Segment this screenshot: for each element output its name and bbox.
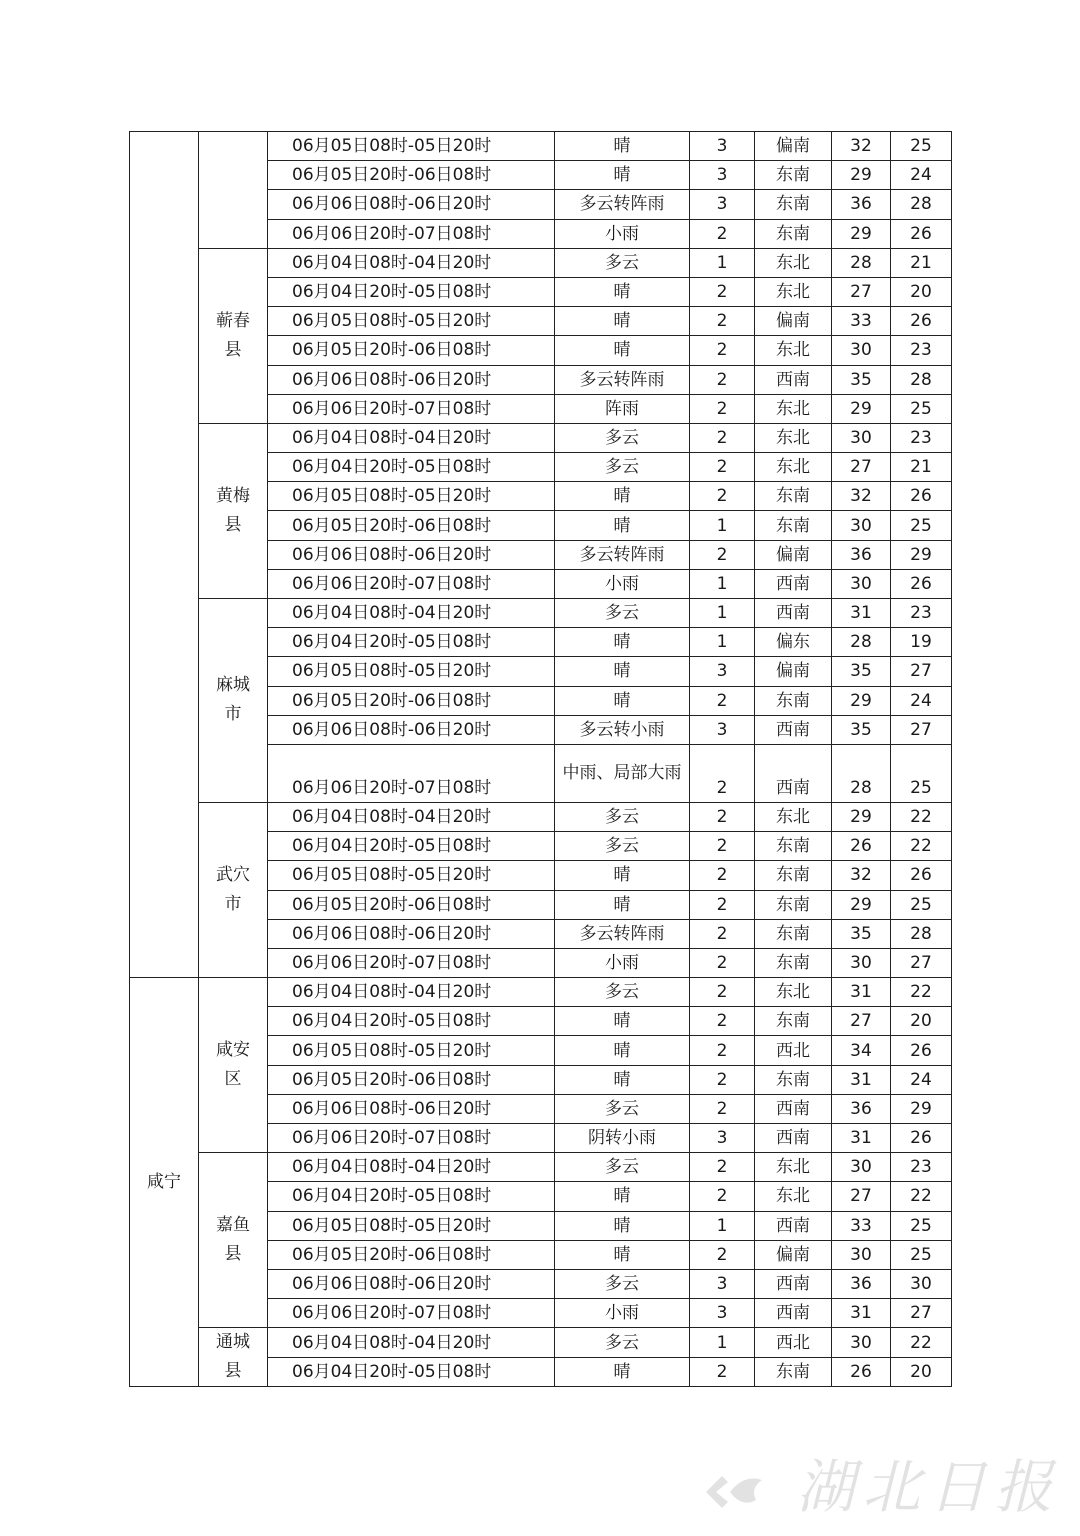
low-temp-cell: 25 [891,890,952,919]
high-temp-cell: 32 [832,132,891,161]
time-period-cell: 06月05日20时-06日08时 [268,1065,555,1094]
low-temp-cell: 24 [891,1065,952,1094]
wind-level-cell: 2 [690,453,755,482]
wind-direction-cell: 东南 [755,948,832,977]
low-temp-cell: 27 [891,948,952,977]
high-temp-cell: 35 [832,715,891,744]
low-temp-cell: 26 [891,861,952,890]
wind-direction-cell: 西南 [755,1269,832,1298]
high-temp-cell: 35 [832,657,891,686]
wind-level-cell: 2 [690,336,755,365]
wind-level-cell: 3 [690,715,755,744]
weather-cell: 晴 [555,1211,690,1240]
wind-level-cell: 1 [690,569,755,598]
city-cell: 咸宁 [130,978,199,1387]
wind-direction-cell: 东北 [755,1153,832,1182]
wind-level-cell: 1 [690,1328,755,1358]
wind-level-cell: 2 [690,482,755,511]
wind-direction-cell: 偏南 [755,132,832,161]
high-temp-cell: 30 [832,423,891,452]
weather-cell: 多云 [555,1094,690,1123]
wind-level-cell: 2 [690,1036,755,1065]
low-temp-cell: 22 [891,978,952,1007]
wind-level-cell: 1 [690,248,755,277]
weather-cell: 小雨 [555,1299,690,1328]
wind-direction-cell: 西南 [755,1211,832,1240]
time-period-cell: 06月06日20时-07日08时 [268,1299,555,1328]
wind-direction-cell: 东南 [755,832,832,861]
weather-cell: 中雨、局部大雨 [555,744,690,802]
low-temp-cell: 26 [891,1036,952,1065]
time-period-cell: 06月04日08时-04日20时 [268,1153,555,1182]
wind-direction-cell: 东北 [755,453,832,482]
county-name-line: 武穴 [216,865,250,885]
wind-direction-cell: 东南 [755,219,832,248]
time-period-cell: 06月05日08时-05日20时 [268,861,555,890]
weather-cell: 晴 [555,277,690,306]
weather-cell: 晴 [555,511,690,540]
high-temp-cell: 32 [832,861,891,890]
county-cell [199,802,268,977]
wind-direction-cell: 东南 [755,1065,832,1094]
wind-level-cell: 2 [690,365,755,394]
weather-cell: 阴转小雨 [555,1124,690,1153]
low-temp-cell: 25 [891,394,952,423]
wind-level-cell: 3 [690,161,755,190]
weather-cell: 晴 [555,1065,690,1094]
high-temp-cell: 28 [832,628,891,657]
time-period-cell: 06月05日20时-06日08时 [268,686,555,715]
time-period-cell: 06月05日08时-05日20时 [268,307,555,336]
high-temp-cell: 29 [832,219,891,248]
low-temp-cell: 24 [891,161,952,190]
wind-direction-cell: 东北 [755,336,832,365]
county-cell [199,132,268,249]
weather-cell: 晴 [555,1182,690,1211]
high-temp-cell: 35 [832,919,891,948]
high-temp-cell: 36 [832,1094,891,1123]
low-temp-cell: 20 [891,1357,952,1387]
high-temp-cell: 31 [832,978,891,1007]
weather-cell: 多云 [555,423,690,452]
weather-cell: 小雨 [555,948,690,977]
low-temp-cell: 20 [891,277,952,306]
weather-cell: 晴 [555,132,690,161]
time-period-cell: 06月04日08时-04日20时 [268,1328,555,1358]
time-period-cell: 06月04日20时-05日08时 [268,277,555,306]
wind-level-cell: 2 [690,394,755,423]
time-period-cell: 06月04日08时-04日20时 [268,599,555,628]
low-temp-cell: 26 [891,307,952,336]
newspaper-watermark [700,1440,1080,1528]
weather-cell: 多云转小雨 [555,715,690,744]
high-temp-cell: 36 [832,1269,891,1298]
time-period-cell: 06月06日08时-06日20时 [268,715,555,744]
wind-level-cell: 2 [690,1182,755,1211]
low-temp-cell: 30 [891,1269,952,1298]
low-temp-cell: 27 [891,657,952,686]
high-temp-cell: 32 [832,482,891,511]
wind-level-cell: 1 [690,1211,755,1240]
time-period-cell: 06月05日08时-05日20时 [268,482,555,511]
high-temp-cell: 30 [832,1328,891,1358]
time-period-cell: 06月06日20时-07日08时 [268,394,555,423]
wind-direction-cell: 偏南 [755,657,832,686]
high-temp-cell: 29 [832,890,891,919]
weather-cell: 晴 [555,1240,690,1269]
wind-direction-cell: 东南 [755,190,832,219]
weather-cell: 多云 [555,1328,690,1358]
low-temp-cell: 29 [891,1094,952,1123]
low-temp-cell: 22 [891,802,952,831]
low-temp-cell: 29 [891,540,952,569]
county-name-line: 县 [224,339,242,360]
time-period-cell: 06月06日08时-06日20时 [268,919,555,948]
high-temp-cell: 26 [832,832,891,861]
weather-cell: 多云 [555,248,690,277]
time-period-cell: 06月04日20时-05日08时 [268,1182,555,1211]
high-temp-cell: 30 [832,336,891,365]
wind-level-cell: 2 [690,744,755,802]
wind-direction-cell: 偏南 [755,540,832,569]
time-period-cell: 06月06日20时-07日08时 [268,948,555,977]
high-temp-cell: 28 [832,744,891,802]
wind-level-cell: 3 [690,132,755,161]
county-name-line: 市 [224,704,242,725]
low-temp-cell: 26 [891,482,952,511]
wind-direction-cell: 东北 [755,277,832,306]
weather-cell: 多云 [555,1153,690,1182]
wind-direction-cell: 东南 [755,686,832,715]
weather-cell: 阵雨 [555,394,690,423]
forecast-table [129,131,952,1387]
wind-direction-cell: 西南 [755,1094,832,1123]
high-temp-cell: 27 [832,1182,891,1211]
wind-level-cell: 2 [690,890,755,919]
wind-direction-cell: 西南 [755,715,832,744]
wind-level-cell: 2 [690,802,755,831]
high-temp-cell: 27 [832,277,891,306]
wind-level-cell: 2 [690,686,755,715]
weather-cell: 晴 [555,686,690,715]
low-temp-cell: 21 [891,453,952,482]
high-temp-cell: 33 [832,307,891,336]
wind-level-cell: 2 [690,423,755,452]
time-period-cell: 06月06日20时-07日08时 [268,219,555,248]
weather-cell: 晴 [555,657,690,686]
time-period-cell: 06月04日20时-05日08时 [268,628,555,657]
high-temp-cell: 31 [832,1299,891,1328]
low-temp-cell: 20 [891,1007,952,1036]
county-name-line: 县 [224,514,242,535]
time-period-cell: 06月06日08时-06日20时 [268,1094,555,1123]
weather-cell: 晴 [555,336,690,365]
wind-level-cell: 2 [690,1240,755,1269]
wind-direction-cell: 东南 [755,861,832,890]
table-row [130,978,952,1007]
low-temp-cell: 22 [891,832,952,861]
wind-level-cell: 2 [690,540,755,569]
time-period-cell: 06月06日20时-07日08时 [268,1124,555,1153]
wind-direction-cell: 西南 [755,1299,832,1328]
high-temp-cell: 28 [832,248,891,277]
low-temp-cell: 25 [891,511,952,540]
county-name-line: 县 [224,1361,242,1382]
table-row [130,132,952,161]
wind-level-cell: 2 [690,1153,755,1182]
low-temp-cell: 25 [891,1211,952,1240]
weather-cell: 多云转阵雨 [555,919,690,948]
wind-direction-cell: 偏南 [755,1240,832,1269]
time-period-cell: 06月06日08时-06日20时 [268,540,555,569]
weather-cell: 晴 [555,1357,690,1387]
wind-direction-cell: 东南 [755,511,832,540]
low-temp-cell: 25 [891,1240,952,1269]
weather-cell: 多云 [555,599,690,628]
county-name-line: 蕲春 [216,310,250,331]
time-period-cell: 06月05日08时-05日20时 [268,1211,555,1240]
time-period-cell: 06月04日08时-04日20时 [268,978,555,1007]
wind-level-cell: 2 [690,861,755,890]
county-name-line: 黄梅 [216,485,250,506]
weather-cell: 晴 [555,161,690,190]
high-temp-cell: 29 [832,686,891,715]
high-temp-cell: 29 [832,161,891,190]
high-temp-cell: 30 [832,1153,891,1182]
weather-cell: 多云 [555,453,690,482]
high-temp-cell: 34 [832,1036,891,1065]
low-temp-cell: 28 [891,190,952,219]
weather-cell: 晴 [555,482,690,511]
wind-direction-cell: 东北 [755,248,832,277]
county-name-line: 咸安 [216,1040,250,1061]
table-row [130,1153,952,1182]
high-temp-cell: 30 [832,511,891,540]
time-period-cell: 06月06日20时-07日08时 [268,569,555,598]
low-temp-cell: 24 [891,686,952,715]
high-temp-cell: 35 [832,365,891,394]
wind-direction-cell: 东北 [755,802,832,831]
wind-direction-cell: 东南 [755,1357,832,1387]
low-temp-cell: 25 [891,132,952,161]
high-temp-cell: 30 [832,1240,891,1269]
wind-level-cell: 2 [690,219,755,248]
wind-direction-cell: 东南 [755,890,832,919]
wind-level-cell: 2 [690,1357,755,1387]
wind-level-cell: 2 [690,1094,755,1123]
wind-direction-cell: 西南 [755,569,832,598]
wind-direction-cell: 东北 [755,978,832,1007]
time-period-cell: 06月05日20时-06日08时 [268,161,555,190]
time-period-cell: 06月05日08时-05日20时 [268,657,555,686]
low-temp-cell: 28 [891,365,952,394]
weather-cell: 多云 [555,802,690,831]
wind-level-cell: 3 [690,1269,755,1298]
weather-cell: 多云转阵雨 [555,540,690,569]
wind-direction-cell: 西南 [755,1124,832,1153]
wind-direction-cell: 西南 [755,744,832,802]
wind-direction-cell: 东北 [755,1182,832,1211]
wind-direction-cell: 东南 [755,161,832,190]
wind-direction-cell: 偏东 [755,628,832,657]
weather-cell: 晴 [555,307,690,336]
weather-cell: 晴 [555,861,690,890]
high-temp-cell: 26 [832,1357,891,1387]
low-temp-cell: 19 [891,628,952,657]
wind-level-cell: 3 [690,1299,755,1328]
county-name-line: 通城 [216,1332,250,1353]
wind-direction-cell: 偏南 [755,307,832,336]
weather-cell: 多云转阵雨 [555,190,690,219]
wind-direction-cell: 东南 [755,1007,832,1036]
time-period-cell: 06月05日08时-05日20时 [268,132,555,161]
time-period-cell: 06月06日08时-06日20时 [268,365,555,394]
time-period-cell: 06月05日20时-06日08时 [268,336,555,365]
weather-cell: 晴 [555,1007,690,1036]
wind-direction-cell: 西北 [755,1036,832,1065]
weather-cell: 多云 [555,978,690,1007]
table-row [130,599,952,628]
county-name-line: 麻城 [216,675,250,696]
high-temp-cell: 36 [832,540,891,569]
high-temp-cell: 31 [832,1065,891,1094]
wind-level-cell: 1 [690,628,755,657]
wind-level-cell: 2 [690,832,755,861]
time-period-cell: 06月06日08时-06日20时 [268,1269,555,1298]
wind-level-cell: 3 [690,190,755,219]
wind-level-cell: 2 [690,1007,755,1036]
weather-cell: 多云转阵雨 [555,365,690,394]
county-cell [199,599,268,803]
time-period-cell: 06月05日20时-06日08时 [268,890,555,919]
low-temp-cell: 27 [891,1299,952,1328]
weather-cell: 小雨 [555,219,690,248]
time-period-cell: 06月05日20时-06日08时 [268,1240,555,1269]
table-row [130,1328,952,1358]
wind-direction-cell: 西南 [755,365,832,394]
low-temp-cell: 23 [891,336,952,365]
city-cell [130,132,199,978]
time-period-cell: 06月05日08时-05日20时 [268,1036,555,1065]
low-temp-cell: 26 [891,1124,952,1153]
county-cell [199,978,268,1153]
county-name-line: 县 [224,1244,242,1265]
wind-direction-cell: 东北 [755,423,832,452]
low-temp-cell: 22 [891,1328,952,1358]
county-cell [199,248,268,423]
high-temp-cell: 30 [832,948,891,977]
time-period-cell: 06月04日08时-04日20时 [268,423,555,452]
low-temp-cell: 21 [891,248,952,277]
low-temp-cell: 22 [891,1182,952,1211]
weather-cell: 晴 [555,1036,690,1065]
wind-level-cell: 2 [690,277,755,306]
weather-cell: 多云 [555,1269,690,1298]
wind-level-cell: 2 [690,948,755,977]
weather-cell: 晴 [555,628,690,657]
county-name-line: 嘉鱼 [216,1215,250,1236]
low-temp-cell: 25 [891,744,952,802]
table-row [130,423,952,452]
low-temp-cell: 26 [891,569,952,598]
wind-direction-cell: 西南 [755,599,832,628]
wind-direction-cell: 东南 [755,919,832,948]
low-temp-cell: 23 [891,1153,952,1182]
wind-direction-cell: 西北 [755,1328,832,1358]
county-name-line: 市 [224,894,242,914]
wind-level-cell: 2 [690,919,755,948]
high-temp-cell: 31 [832,1124,891,1153]
wind-level-cell: 2 [690,307,755,336]
county-cell [199,1153,268,1328]
time-period-cell: 06月06日08时-06日20时 [268,190,555,219]
time-period-cell: 06月04日20时-05日08时 [268,453,555,482]
wind-direction-cell: 东北 [755,394,832,423]
wind-level-cell: 1 [690,511,755,540]
low-temp-cell: 23 [891,599,952,628]
high-temp-cell: 27 [832,453,891,482]
weather-cell: 晴 [555,890,690,919]
high-temp-cell: 36 [832,190,891,219]
low-temp-cell: 27 [891,715,952,744]
watermark-text: 湖北日报 [796,1453,1061,1521]
time-period-cell: 06月04日20时-05日08时 [268,1357,555,1387]
wind-level-cell: 1 [690,599,755,628]
wind-level-cell: 2 [690,1065,755,1094]
weather-cell: 小雨 [555,569,690,598]
table-row [130,248,952,277]
wind-level-cell: 3 [690,657,755,686]
time-period-cell: 06月05日20时-06日08时 [268,511,555,540]
time-period-cell: 06月04日20时-05日08时 [268,1007,555,1036]
high-temp-cell: 29 [832,394,891,423]
high-temp-cell: 31 [832,599,891,628]
low-temp-cell: 26 [891,219,952,248]
hubei-daily-logo-icon [700,1462,770,1522]
high-temp-cell: 29 [832,802,891,831]
county-name-line: 区 [224,1069,242,1090]
low-temp-cell: 28 [891,919,952,948]
wind-level-cell: 2 [690,978,755,1007]
high-temp-cell: 27 [832,1007,891,1036]
time-period-cell: 06月04日08时-04日20时 [268,802,555,831]
county-cell [199,423,268,598]
time-period-cell: 06月06日20时-07日08时 [268,744,555,802]
weather-cell: 多云 [555,832,690,861]
time-period-cell: 06月04日20时-05日08时 [268,832,555,861]
wind-level-cell: 3 [690,1124,755,1153]
county-cell [199,1328,268,1387]
high-temp-cell: 30 [832,569,891,598]
low-temp-cell: 23 [891,423,952,452]
table-row [130,802,952,831]
time-period-cell: 06月04日08时-04日20时 [268,248,555,277]
high-temp-cell: 33 [832,1211,891,1240]
wind-direction-cell: 东南 [755,482,832,511]
